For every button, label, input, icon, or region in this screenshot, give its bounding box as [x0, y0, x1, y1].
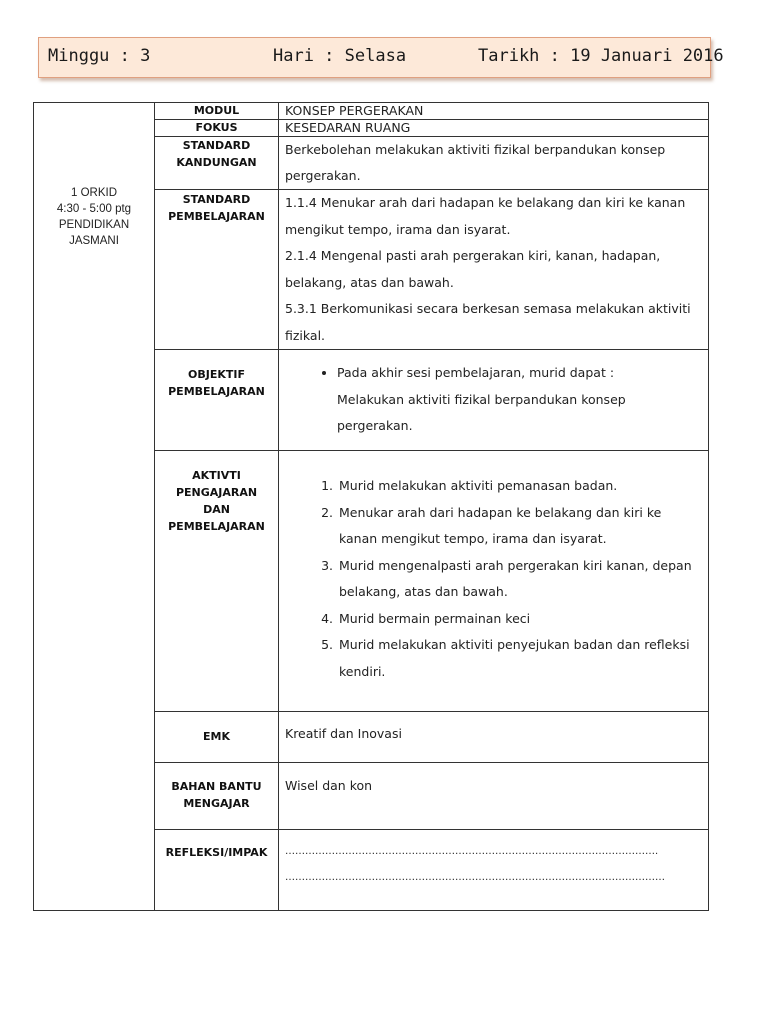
bahan-value: Wisel dan kon [279, 763, 709, 830]
aktiviti-item: 3. Murid mengenalpasti arah pergerakan kiri kanan, depan belakang, atas dan bawah. [337, 553, 696, 606]
standard-pembelajaran-value [279, 190, 709, 350]
modul-value: KONSEP PERGERAKAN [279, 103, 709, 120]
objektif-label-line-2: PEMBELAJARAN [168, 385, 265, 398]
day-label: Hari : Selasa [273, 46, 407, 66]
standard-kandungan-label-line-2: KANDUNGAN [176, 156, 257, 169]
fokus-value: KESEDARAN RUANG [279, 120, 709, 137]
aktiviti-item: 4. Murid bermain permainan keci [337, 606, 696, 633]
lesson-header [38, 37, 724, 78]
emk-label: EMK [155, 712, 279, 763]
aktiviti-value [279, 451, 709, 712]
bahan-label-line-1: BAHAN BANTU [171, 780, 262, 793]
subject-line-1: PENDIDIKAN [58, 219, 130, 231]
standard-pembelajaran-item: 5.3.1 Berkomunikasi secara berkesan semasa melakukan aktiviti fizikal. [285, 301, 691, 343]
refleksi-line-2: …………………………………………………………………………………………………… [285, 872, 665, 883]
aktiviti-label [155, 451, 279, 712]
objektif-label-line-1: OBJEKTIF [188, 368, 245, 381]
emk-value: Kreatif dan Inovasi [279, 712, 709, 763]
aktiviti-label-line-4: PEMBELAJARAN [168, 520, 265, 533]
objektif-value [279, 350, 709, 451]
week-label: Minggu : 3 [48, 46, 151, 66]
aktiviti-label-line-3: DAN [203, 503, 230, 516]
subject-line-2: JASMANI [69, 235, 119, 247]
aktiviti-item: 2. Menukar arah dari hadapan ke belakang dan kiri ke kanan mengikut tempo, irama dan isyarat. [337, 500, 696, 553]
refleksi-value [279, 830, 709, 911]
standard-pembelajaran-label-line-1: STANDARD [182, 193, 251, 206]
date-label: Tarikh : 19 Januari 2016 [478, 46, 724, 66]
class-time: 4:30 - 5:00 ptg [56, 203, 132, 215]
standard-pembelajaran-item: 2.1.4 Mengenal pasti arah pergerakan kiri, kanan, hadapan, belakang, atas dan bawah. [285, 248, 661, 290]
refleksi-label: REFLEKSI/IMPAK [155, 830, 279, 911]
refleksi-line-1: …………………………………………………………………………………………………. [285, 846, 659, 857]
class-info-cell [34, 103, 155, 911]
objektif-list [285, 360, 668, 440]
objektif-label [155, 350, 279, 451]
objektif-bullet: • Pada akhir sesi pembelajaran, murid dapat : Melakukan aktiviti fizikal berpandukan konsep pergerakan. [337, 360, 668, 440]
lesson-plan-table [33, 102, 709, 911]
bahan-label-line-2: MENGAJAR [183, 797, 250, 810]
aktiviti-label-line-2: PENGAJARAN [175, 486, 258, 499]
standard-kandungan-label [155, 137, 279, 190]
aktiviti-label-line-1: AKTIVTI [192, 469, 241, 482]
class-name: 1 ORKID [70, 187, 117, 199]
standard-pembelajaran-label-line-2: PEMBELAJARAN [168, 210, 265, 223]
standard-kandungan-value: Berkebolehan melakukan aktiviti fizikal berpandukan konsep pergerakan. [279, 137, 709, 190]
aktiviti-item: 1. Murid melakukan aktiviti pemanasan badan. [337, 473, 696, 500]
bahan-label [155, 763, 279, 830]
standard-kandungan-label-line-1: STANDARD [182, 139, 251, 152]
modul-label: MODUL [155, 103, 279, 120]
aktiviti-list [285, 473, 696, 685]
standard-pembelajaran-label [155, 190, 279, 350]
fokus-label: FOKUS [155, 120, 279, 137]
aktiviti-item: 5. Murid melakukan aktiviti penyejukan badan dan refleksi kendiri. [337, 632, 696, 685]
standard-pembelajaran-item: 1.1.4 Menukar arah dari hadapan ke belakang dan kiri ke kanan mengikut tempo, irama dan isyarat. [285, 195, 686, 237]
